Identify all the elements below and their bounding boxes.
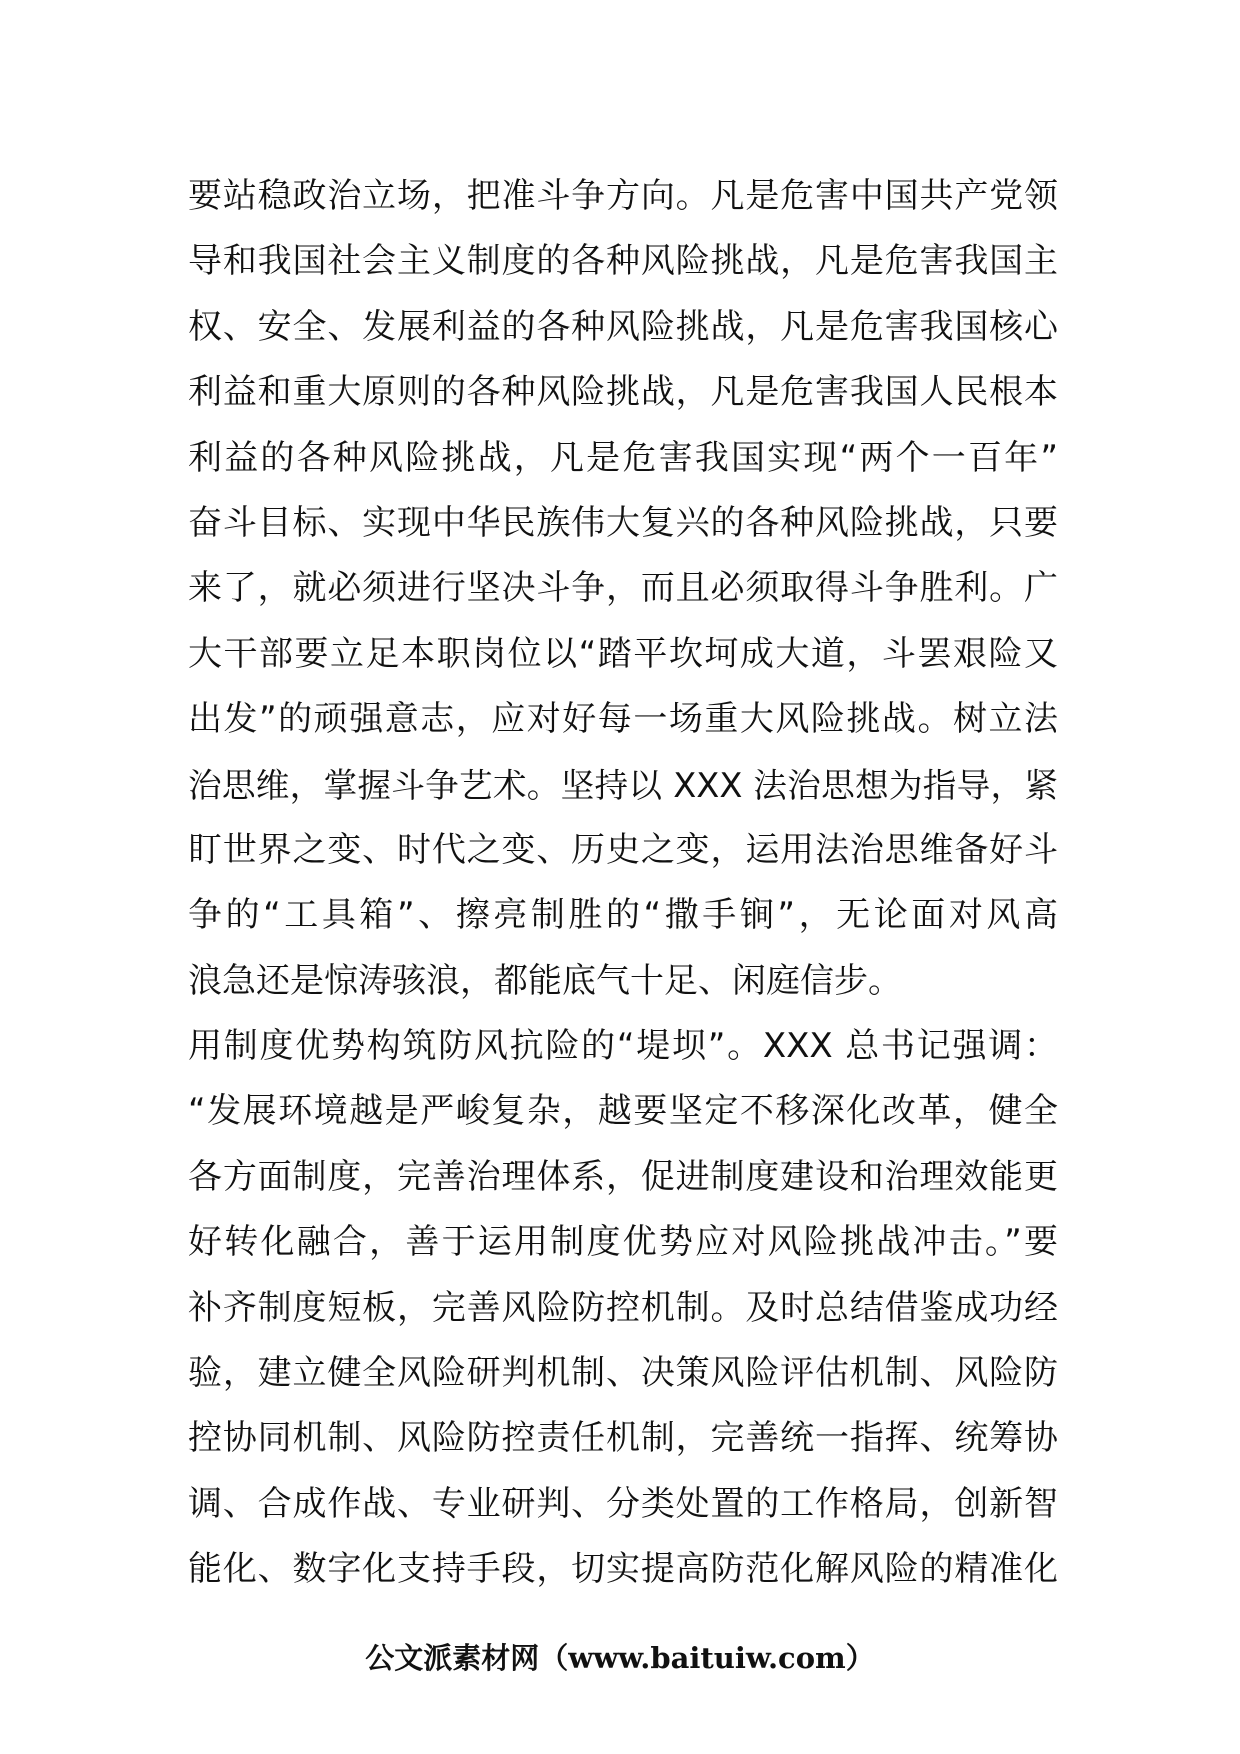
text-line: 来了，就必须进行坚决斗争，而且必须取得斗争胜利。广: [188, 568, 1058, 609]
text-line: 盯世界之变、时代之变、历史之变，运用法治思维备好斗: [188, 829, 1058, 870]
text-line: 奋斗目标、实现中华民族伟大复兴的各种风险挑战，只要: [188, 502, 1058, 543]
footer-watermark: 公文派素材网（www.baituiw.com）: [365, 1641, 875, 1675]
text-line: 出发”的顽强意志，应对好每一场重大风险挑战。树立法: [188, 699, 1058, 740]
text-line: 治思维，掌握斗争艺术。坚持以 XXX 法治思想为指导，紧: [188, 765, 1058, 805]
text-line: 各方面制度，完善治理体系，促进制度建设和治理效能更: [188, 1156, 1058, 1197]
text-line: 好转化融合，善于运用制度优势应对风险挑战冲击。”要: [188, 1222, 1058, 1263]
text-line: 利益的各种风险挑战，凡是危害我国实现“两个一百年”: [188, 437, 1058, 478]
text-line: 验，建立健全风险研判机制、决策风险评估机制、风险防: [188, 1353, 1058, 1394]
text-line: 浪急还是惊涛骇浪，都能底气十足、闲庭信步。: [188, 960, 902, 1001]
text-line: 利益和重大原则的各种风险挑战，凡是危害我国人民根本: [188, 372, 1058, 413]
body-text: [188, 164, 1058, 1603]
text-line: 调、合成作战、专业研判、分类处置的工作格局，创新智: [188, 1483, 1058, 1524]
text-line: 导和我国社会主义制度的各种风险挑战，凡是危害我国主: [188, 241, 1058, 282]
text-line: 权、安全、发展利益的各种风险挑战，凡是危害我国核心: [188, 306, 1058, 347]
text-line: 用制度优势构筑防风抗险的“堤坝”。XXX 总书记强调：: [188, 1026, 1058, 1067]
text-line: 能化、数字化支持手段，切实提高防范化解风险的精准化: [188, 1549, 1058, 1590]
text-line: 争的“工具箱”、擦亮制胜的“撒手锏”，无论面对风高: [188, 895, 1058, 936]
text-line: “发展环境越是严峻复杂，越要坚定不移深化改革，健全: [188, 1091, 1058, 1132]
text-line: 补齐制度短板，完善风险防控机制。及时总结借鉴成功经: [188, 1287, 1058, 1328]
text-line: 控协同机制、风险防控责任机制，完善统一指挥、统筹协: [188, 1418, 1058, 1459]
text-line: 大干部要立足本职岗位以“踏平坎坷成大道，斗罢艰险又: [188, 633, 1058, 674]
text-line: 要站稳政治立场，把准斗争方向。凡是危害中国共产党领: [188, 176, 1058, 216]
